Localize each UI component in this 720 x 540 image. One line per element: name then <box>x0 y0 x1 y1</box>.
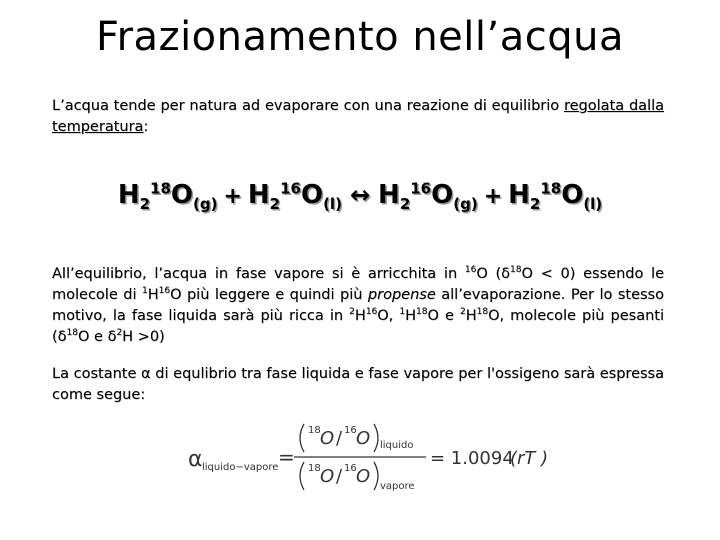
numerator-subscript: liquido <box>380 440 414 451</box>
reaction-term-h2-18o-liquid: $H_2^{18}O_{(l)}$ <box>508 179 603 214</box>
svg-text:/: / <box>336 428 343 449</box>
propense-italic: propense <box>367 287 436 303</box>
reaction-equation <box>0 179 720 214</box>
svg-text:18: 18 <box>308 425 321 436</box>
denominator-paren-left <box>300 462 304 490</box>
reaction-term-h2-16o-liquid: $H_2^{16}O_{(l)}$ <box>247 179 342 214</box>
numerator-paren-right <box>374 424 378 452</box>
formula-value: = 1.0094 <box>430 448 514 469</box>
svg-text:16: 16 <box>344 425 357 436</box>
denominator-subscript: vapore <box>380 481 415 492</box>
intro-paragraph <box>52 96 664 138</box>
formula-alpha: α <box>188 447 203 472</box>
slide-title: Frazionamento nell’acqua <box>96 14 624 60</box>
svg-text:18: 18 <box>308 463 321 474</box>
formula-temperature: (rT ) <box>510 448 549 469</box>
formula-alpha-subscript: liquido−vapore <box>202 462 279 473</box>
plus-sign: + <box>223 184 242 209</box>
equilibrium-arrow: ↔ <box>349 181 371 209</box>
equilibrium-paragraph: All’equilibrio, l’acqua in fase vapore si è arricchita in $^{16}$O $(\delta^{18}O < 0)$ essendo le molecole di $^1H^{16}O$ più leggere e quindi più propense all’evaporazione. Per lo stesso motivo, la fase liquida sarà più ricca in $^2H^{16}O$, $^1H^{18}O$ e $^2H^{18}O$, molecole più pesanti ($\delta^{18}O$ e $\delta^2H >0$) <box>52 265 665 345</box>
plus-sign: + <box>483 184 503 209</box>
svg-text:O: O <box>320 466 335 487</box>
alpha-symbol: α <box>141 366 151 382</box>
intro-end: : <box>143 119 149 135</box>
intro-text: L’acqua tende per natura ad evaporare con una reazione di equilibrio <box>52 98 564 114</box>
svg-text:O: O <box>356 428 371 449</box>
denominator-paren-right <box>374 462 378 490</box>
reaction-term-h2-16o-gas: $H_2^{16}O_{(g)}$ <box>378 179 478 214</box>
formula-equals: = <box>278 445 295 469</box>
svg-text:16: 16 <box>344 463 357 474</box>
svg-text:O: O <box>356 466 371 487</box>
intro-underlined-text: regolata dalla temperatura <box>52 98 664 135</box>
constant-paragraph: La costante α di equlibrio tra fase liquida e fase vapore per l'ossigeno sarà espressa come segue: <box>52 366 664 403</box>
svg-text:O: O <box>320 428 335 449</box>
reaction-term-h2-18o-gas: $H_2^{18}O_{(g)}$ <box>117 179 218 214</box>
numerator-paren-left <box>300 424 304 452</box>
fractionation-formula <box>180 420 560 496</box>
svg-text:/: / <box>336 466 343 487</box>
